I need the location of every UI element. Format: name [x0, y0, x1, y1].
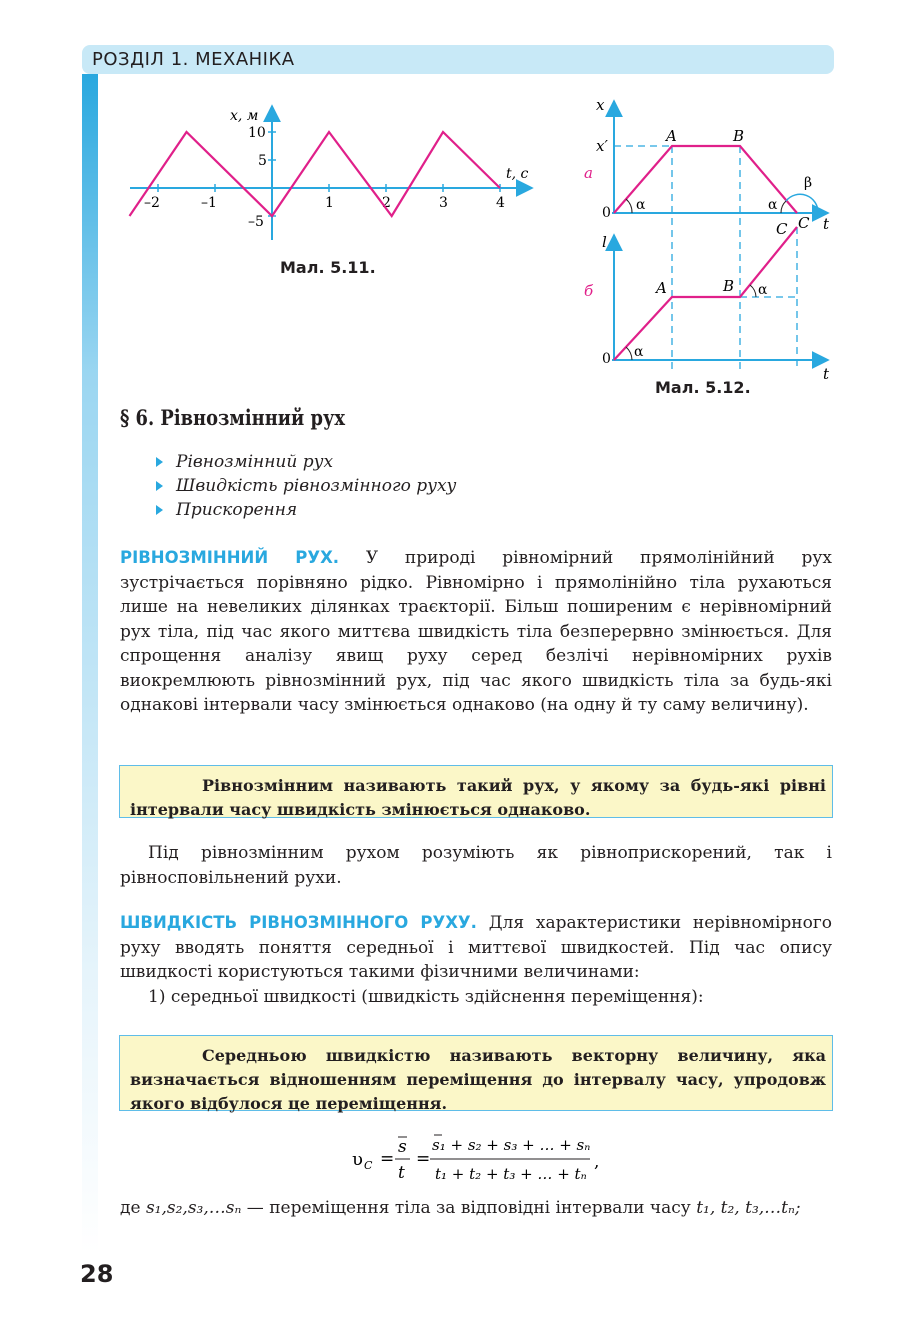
bullet-triangle-icon	[156, 481, 163, 491]
panel-b-angle-arc-2	[750, 285, 756, 297]
panel-a-tag: а	[584, 164, 593, 182]
section-2-text: Для характеристики нерівномірного руху вводять поняття середньої і миттєвої швидкостей. Під час опису швидкості користуються такими фізичними величинами:	[120, 913, 833, 982]
definition-2-text: Середньою швидкістю називають векторну величину, яка визначається відношенням переміщення до інтервалу часу, упродовж якого відбулося це переміщення.	[130, 1046, 826, 1113]
x-tick-label: 3	[439, 195, 448, 211]
panel-a-level-label: x′	[596, 137, 608, 155]
y-axis-label: x, м	[230, 108, 259, 124]
side-stripe	[82, 74, 98, 1254]
figure-5-11-caption: Мал. 5.11.	[280, 258, 376, 277]
topic-label: Рівнозмінний рух	[176, 452, 334, 472]
topic-item	[152, 474, 456, 498]
section-1-text: У природі рівномірний прямолінійний рух зустрічається порівняно рідко. Рівномірно і прямолінійно тіла рухаються лише на невеликих ділянках траєкторії. Більш поширеним є нерівномірний рух тіла, під час якого миттєва швидкість тіла безперервно змінюється. Для спрощення аналізу явищ руху серед безлічі нерівномірних рухів виокремлюють рівнозмінний рух, під час якого швидкість тіла за будь-які однакові інтервали часу змінюється однаково (на одну й ту саму величину).	[120, 548, 833, 715]
section-title: РОЗДІЛ 1. МЕХАНІКА	[92, 49, 295, 70]
section-2-paragraph	[120, 911, 832, 985]
panel-a-angle-alpha-1: α	[636, 197, 646, 213]
explanation-de: де	[120, 1198, 141, 1218]
panel-a-point-c: C	[798, 214, 810, 232]
page-number: 28	[80, 1260, 114, 1288]
formula-lhs: υ	[352, 1149, 363, 1170]
panel-b-point-a: A	[656, 279, 667, 297]
panel-b-x-label: t	[823, 365, 830, 383]
panel-a-beta-arc	[786, 194, 818, 213]
formula-comma: ,	[594, 1152, 600, 1172]
y-tick-label: –5	[248, 214, 264, 230]
section-1-lead: РІВНОЗМІННИЙ РУХ.	[120, 548, 340, 567]
panel-a-angle-arc-1	[626, 199, 632, 213]
panel-a-angle-alpha-2: α	[768, 197, 778, 213]
panel-b-graph	[614, 227, 797, 360]
panel-a-angle-beta: β	[804, 175, 813, 191]
panel-b-y-label: l	[602, 233, 607, 251]
topic-label: Прискорення	[176, 500, 298, 520]
bullet-triangle-icon	[156, 457, 163, 467]
section-1-paragraph	[120, 546, 832, 718]
definition-box-1	[119, 765, 833, 818]
explanation-times-1: t₁, t₂,	[696, 1198, 740, 1218]
topic-item	[152, 498, 456, 522]
x-tick-label: 1	[325, 195, 334, 211]
y-tick-label: 10	[248, 125, 266, 141]
panel-b-point-b: B	[723, 277, 735, 295]
panel-a-y-label: x	[596, 96, 605, 114]
list-item-1-text: 1) середньої швидкості (швидкість здійснення переміщення):	[148, 987, 704, 1007]
explanation-vectors: s₁,s₂,s₃,…sₙ	[145, 1198, 242, 1218]
bullet-triangle-icon	[156, 505, 163, 515]
x-tick-label: 4	[496, 195, 505, 211]
panel-a-origin: 0	[602, 205, 611, 221]
average-velocity-formula	[340, 1127, 640, 1191]
para-after-definition-1	[120, 841, 832, 890]
panel-a-point-a: A	[666, 127, 677, 145]
x-tick-label: 2	[382, 195, 391, 211]
panel-b-angle-alpha-1: α	[634, 344, 644, 360]
paragraph-title: § 6. Рівнозмінний рух	[120, 405, 346, 430]
formula-equals-2: =	[416, 1149, 431, 1169]
topic-label: Швидкість рівнозмінного руху	[176, 476, 457, 496]
panel-b-point-c: C	[776, 220, 788, 238]
panel-a-angle-arc-2	[781, 201, 786, 213]
panel-a-point-b: B	[733, 127, 745, 145]
formula-explanation	[120, 1196, 832, 1221]
section-2-lead: ШВИДКІСТЬ РІВНОЗМІННОГО РУХУ.	[120, 913, 477, 932]
definition-box-2	[119, 1035, 833, 1111]
explanation-text: — переміщення тіла за відповідні інтервали часу	[241, 1198, 697, 1218]
explanation-times-2: t₃,…tₙ;	[745, 1198, 801, 1218]
figure-5-12-diagram	[580, 95, 840, 385]
formula-lhs-sub: C	[364, 1159, 373, 1172]
formula-frac2-den: t₁ + t₂ + t₃ + … + tₙ	[435, 1165, 587, 1183]
panel-b-angle-arc-1	[626, 347, 632, 360]
topic-item	[152, 450, 456, 474]
panel-b-angle-alpha-2: α	[758, 282, 768, 298]
figure-5-11-chart	[120, 100, 550, 250]
x-tick-label: –1	[201, 195, 217, 211]
formula-frac1-num: s	[398, 1137, 407, 1157]
x-tick-label: –2	[144, 195, 160, 211]
formula-equals-1: =	[380, 1149, 395, 1169]
x-axis-label: t, с	[506, 166, 529, 182]
panel-a-x-label: t	[823, 215, 830, 233]
panel-b-tag: б	[584, 282, 594, 300]
formula-frac2-num: s₁ + s₂ + s₃ + … + sₙ	[432, 1136, 591, 1154]
para-after-definition-1-text: Під рівнозмінним рухом розуміють як рівноприскорений, так і рівносповільнений рухи.	[120, 843, 832, 888]
list-item-1	[120, 985, 832, 1010]
y-tick-label: 5	[258, 153, 267, 169]
formula-frac1-den: t	[398, 1163, 405, 1183]
definition-1-text: Рівнозмінним називають такий рух, у якому за будь-які рівні інтервали часу швидкість змінюється однаково.	[130, 776, 826, 819]
topic-list	[152, 450, 456, 522]
figure-5-12-caption: Мал. 5.12.	[655, 378, 751, 397]
panel-b-origin: 0	[602, 351, 611, 367]
